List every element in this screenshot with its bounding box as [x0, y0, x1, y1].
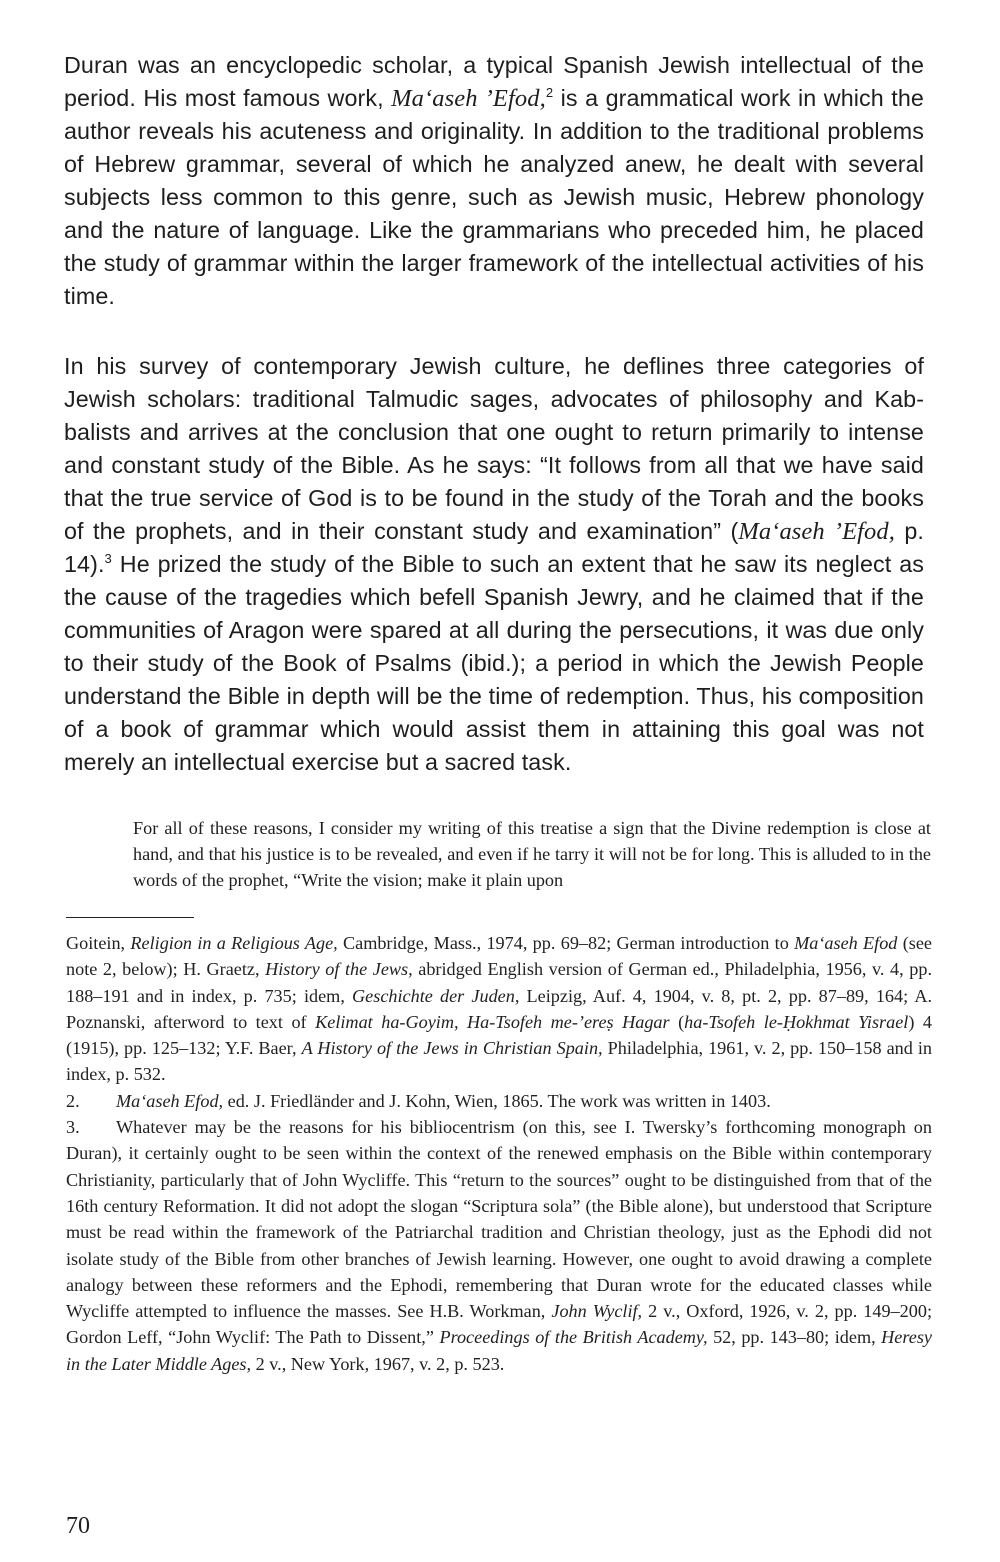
text-run: ed. J. Friedländer and J. Kohn, Wien, 1865. The work was written in 1403. [223, 1090, 771, 1111]
footnote-divider [66, 917, 194, 918]
footnote [66, 1088, 932, 1114]
footnote-ref: 3 [104, 551, 112, 566]
body-paragraph [64, 49, 924, 313]
footnote-text [116, 1091, 771, 1111]
italic-title: Ma‘aseh Efod [794, 933, 898, 953]
text-run: Cambridge, Mass., 1974, pp. 69–82; German introduction to [337, 933, 795, 953]
text-run: Goitein, [66, 933, 131, 953]
text-run: 2 v., New York, 1967, v. 2, p. 523. [251, 1353, 505, 1374]
italic-title: History of the Jews, [265, 959, 413, 980]
text-run: Duran was an encyclopedic scholar, a typical Spanish Jewish intellectual of the period. His most famous work, [64, 52, 924, 111]
footnotes-section [66, 930, 932, 1377]
text-run: (see note 2, below); H. Graetz, [66, 933, 932, 980]
italic-title: Religion in a Religious Age, [130, 933, 338, 953]
footnote-number: 2. [66, 1090, 80, 1111]
text-run: Leipzig, Auf. 4, 1904, v. 8, pt. 2, pp. 87–89, 164; A. Poznanski, afterword to text of [66, 985, 933, 1032]
block-quote: For all of these reasons, I consider my writing of this treatise a sign that the Divine redemption is close at hand, and that his justice is to be revealed, and even if he tarry it will not be for long. This is alluded to in the words of the prophet, “Write the vision; make it plain upon [133, 818, 931, 890]
body-paragraph [64, 350, 924, 779]
footnote [66, 930, 932, 1088]
text-run: is a grammatical work in which the author reveals his acuteness and originality. In addition to the traditional problems of Hebrew grammar, several of which he analyzed anew, he dealt with several subjects less common to this genre, such as Jewish music, Hebrew phonology and the nature of language. Like the grammarians who preceded him, he placed the study of grammar within the larger framework of the intellectual activities of his time. [64, 85, 924, 309]
italic-title: Heresy in the Later Middle Ages, [66, 1327, 933, 1374]
text-run: Whatever may be the reasons for his bibliocentrism (on this, see I. Twersky’s forthcoming monograph on Duran), it certainly ought to be seen within the context of the renewed emphasis on the Bible within contemporary Christianity, particularly that of John Wycliffe. This “return to the sources” ought to be distinguished from that of the 16th century Reformation. It did not adopt the slogan “Scriptura sola” (the Bible alone), but understood that Scripture must be read within the framework of the Patriarchal tradition and Christian theology, just as the Ephodi did not isolate study of the Bible from other branches of Jewish learning. However, one ought to avoid drawing a complete analogy between these reformers and the Ephodi, remembering that Duran wrote for the educated classes while Wycliffe attempted to influence the masses. See H.B. Workman, [66, 1117, 932, 1322]
footnote [66, 1114, 932, 1377]
italic-title: Kelimat ha-Goyim, Ha-Tsofeh me-’ereṣ Hagar [315, 1011, 670, 1032]
italic-title: Proceedings of the British Academy, [439, 1327, 708, 1348]
italic-title: Ma‘aseh ’Efod, [738, 518, 895, 545]
page-number: 70 [66, 1513, 90, 1539]
text-run: ) 4 (1915), pp. 125–132; Y.F. Baer, [66, 1011, 932, 1059]
italic-title: A History of the Jews in Christian Spain, [301, 1038, 603, 1059]
text-run: ( [669, 1011, 685, 1032]
footnote-number: 3. [66, 1117, 80, 1138]
text-run: 52, pp. 143–80; idem, [707, 1327, 882, 1348]
footnote-ref: 2 [545, 85, 554, 100]
italic-title: John Wyclif, [551, 1301, 643, 1322]
text-run: In his survey of contemporary Jewish culture, he deflines three categories of Jewish scholars: traditional Talmudic sages, advocates of philosophy and Kabbalists and arrives at the conclusion that one ought to return primarily to intense and constant study of the Bible. As he says: “It follows from all that we have said that the true service of God is to be found in the study of the Torah and the books of the prophets, and in their constant study and examination” ( [64, 353, 924, 544]
italic-title: Geschichte der Juden, [352, 985, 520, 1006]
italic-title: Ma‘aseh ’Efod, [391, 85, 546, 112]
italic-title: ha-Tsofeh le-Ḥokhmat Yisrael [684, 1011, 909, 1032]
footnote-text [66, 1117, 932, 1374]
footnote-text [66, 933, 932, 1084]
text-run: 2 v., Oxford, 1926, v. 2, pp. 149–200; Gordon Leff, “John Wyclif: The Path to Dissent,” [66, 1301, 932, 1348]
text-run: abridged English version of German ed., Philadelphia, 1956, v. 4, pp. 188–191 and in index, p. 735; idem, [66, 959, 932, 1006]
text-run: He prized the study of the Bible to such an extent that he saw its neglect as the cause of the tragedies which befell Spanish Jewry, and he claimed that if the communities of Aragon were spared at all during the persecutions, it was due only to their study of the Book of Psalms (ibid.); a period in which the Jewish People understand the Bible in depth will be the time of redemption. Thus, his composition of a book of grammar which would assist them in attaining this goal was not merely an intellectual exercise but a sacred task. [64, 551, 924, 775]
italic-title: Ma‘aseh Efod, [116, 1090, 224, 1111]
text-run: p. 14). [64, 518, 924, 577]
text-run: Philadelphia, 1961, v. 2, pp. 150–158 and in index, p. 532. [66, 1038, 932, 1085]
